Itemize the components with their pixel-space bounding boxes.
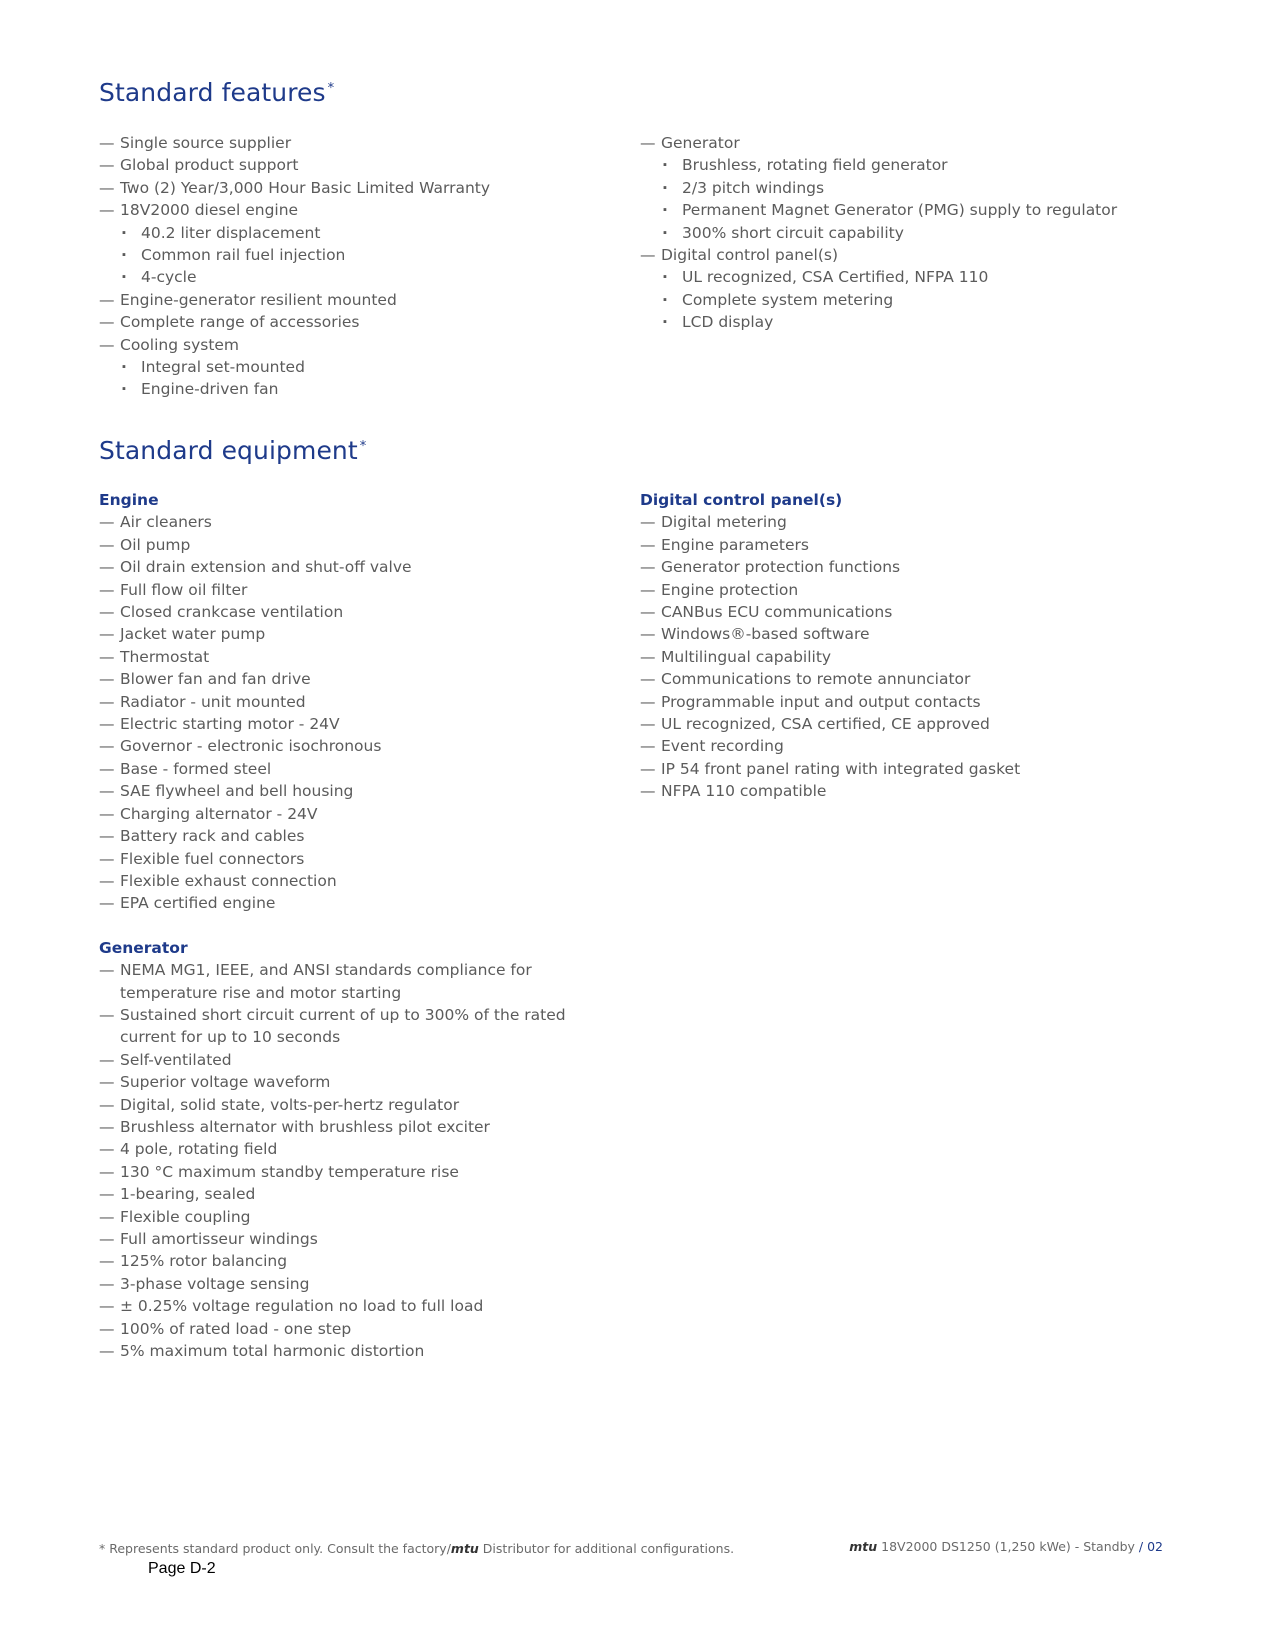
list-item: [99, 1340, 619, 1362]
page-number: 02: [1143, 1539, 1163, 1554]
features-right-list: [640, 132, 1200, 334]
list-item: [99, 1004, 619, 1049]
sub-list-item: · Brushless, rotating field generator: [661, 154, 1200, 176]
sub-list: [120, 356, 619, 401]
list-item: [99, 534, 629, 556]
list-item-text: NEMA MG1, IEEE, and ANSI standards compliance for temperature rise and motor starting: [120, 961, 532, 1002]
list-item: [99, 1049, 619, 1071]
list-item-text: Complete range of accessories: [120, 313, 360, 332]
list-item: [99, 154, 619, 176]
list-item: [99, 1273, 619, 1295]
list-item: [640, 623, 1200, 645]
list-item-text: Radiator - unit mounted: [120, 692, 306, 711]
list-item: [99, 848, 629, 870]
list-item-text: Event recording: [661, 737, 784, 756]
list-item-text: Brushless alternator with brushless pilot exciter: [120, 1117, 490, 1136]
list-item-text: Oil drain extension and shut-off valve: [120, 558, 412, 577]
list-item-text: Engine parameters: [661, 535, 809, 554]
sub-list-item: · UL recognized, CSA Certified, NFPA 110: [661, 266, 1200, 288]
list-item: [99, 735, 629, 757]
list-item: [99, 132, 619, 154]
list-item-text: Cooling system: [120, 335, 240, 354]
list-item-text: Jacket water pump: [120, 625, 266, 644]
list-item-text: Flexible exhaust connection: [120, 871, 337, 890]
list-item: [640, 579, 1200, 601]
features-left-list: [99, 132, 619, 401]
list-item-text: EPA certified engine: [120, 894, 276, 913]
list-item-text: Single source supplier: [120, 134, 292, 152]
list-item: [99, 892, 629, 914]
list-item: [640, 511, 1200, 533]
sub-list: [661, 266, 1200, 333]
list-item-text: Flexible coupling: [120, 1207, 251, 1226]
list-item-text: Global product support: [120, 156, 299, 175]
list-item-text: Air cleaners: [120, 513, 212, 532]
list-item-text: Digital, solid state, volts-per-hertz regulator: [120, 1095, 460, 1114]
list-item: [99, 1138, 619, 1160]
footnote-star: *: [327, 80, 335, 96]
list-item: [99, 780, 629, 802]
list-item-text: Electric starting motor - 24V: [120, 715, 340, 734]
brand-logo-text: mtu: [849, 1539, 878, 1554]
sub-list: [661, 154, 1200, 244]
list-item-text: Charging alternator - 24V: [120, 804, 318, 823]
sub-list-item: · Permanent Magnet Generator (PMG) supply to regulator: [661, 199, 1200, 221]
list-item-text: 18V2000 diesel engine: [120, 201, 299, 220]
sub-list-item: · 4-cycle: [120, 266, 619, 288]
list-item-text: Programmable input and output contacts: [661, 692, 981, 711]
list-item-text: 1-bearing, sealed: [120, 1185, 256, 1204]
generator-list: [99, 959, 619, 1362]
list-item-text: NFPA 110 compatible: [661, 782, 827, 801]
list-item: [99, 1161, 619, 1183]
list-item-text: Sustained short circuit current of up to 300% of the rated current for up to 10 seconds: [120, 1005, 566, 1047]
list-item-text: Multilingual capability: [661, 647, 832, 666]
features-title: Standard features *: [99, 78, 335, 107]
sub-list-item: · LCD display: [661, 311, 1200, 333]
list-item-text: Engine protection: [661, 580, 799, 599]
list-item-text: Battery rack and cables: [120, 827, 305, 846]
list-item: [99, 1206, 619, 1228]
list-item-text: Thermostat: [120, 647, 210, 666]
list-item-text: Digital control panel(s): [661, 246, 839, 265]
control-heading: Digital control panel(s): [640, 491, 843, 509]
list-item: [99, 713, 629, 735]
list-item-text: Closed crankcase ventilation: [120, 603, 344, 622]
list-item: [99, 1228, 619, 1250]
list-item: [99, 579, 629, 601]
list-item: [99, 825, 629, 847]
list-item-text: Oil pump: [120, 535, 191, 554]
features-left-column: [99, 132, 619, 401]
list-item-text: Full amortisseur windings: [120, 1230, 318, 1248]
list-item-text: Generator protection functions: [661, 558, 901, 577]
sub-list-item: · Integral set-mounted: [120, 356, 619, 378]
sub-list: [120, 222, 619, 289]
sub-list-item: · Engine-driven fan: [120, 378, 619, 400]
list-item-text: Base - formed steel: [120, 759, 272, 778]
list-item: [99, 1250, 619, 1272]
footnote-star: *: [359, 438, 367, 454]
list-item: [99, 623, 629, 645]
sub-list-item: · 300% short circuit capability: [661, 222, 1200, 244]
list-item-text: Windows®-based software: [661, 625, 870, 644]
engine-list: [99, 511, 629, 914]
page-label: Page D-2: [148, 1560, 216, 1577]
list-item: [640, 132, 1200, 244]
list-item: [640, 556, 1200, 578]
sub-list-item: · Common rail fuel injection: [120, 244, 619, 266]
list-item: [99, 511, 629, 533]
list-item-text: ± 0.25% voltage regulation no load to full load: [120, 1297, 484, 1316]
list-item: [99, 177, 619, 199]
list-item-text: IP 54 front panel rating with integrated gasket: [661, 759, 1021, 778]
list-item-text: 4 pole, rotating field: [120, 1140, 278, 1159]
list-item: [99, 601, 629, 623]
list-item-text: 130 °C maximum standby temperature rise: [120, 1162, 459, 1181]
sub-list-item: · 40.2 liter displacement: [120, 222, 619, 244]
control-list: [640, 511, 1200, 802]
list-item: [99, 1318, 619, 1340]
features-right-column: [640, 132, 1200, 334]
list-item-text: Self-ventilated: [120, 1050, 232, 1069]
engine-heading: Engine: [99, 491, 159, 509]
list-item: [99, 758, 629, 780]
list-item: [99, 1295, 619, 1317]
equipment-title: Standard equipment *: [99, 436, 367, 465]
footer-product: mtu 18V2000 DS1250 (1,250 kWe) - Standby / 02: [849, 1539, 1163, 1554]
list-item: [99, 668, 629, 690]
list-item-text: 100% of rated load - one step: [120, 1319, 352, 1338]
list-item: [640, 668, 1200, 690]
list-item: [99, 556, 629, 578]
list-item: [640, 735, 1200, 757]
list-item-text: Engine-generator resilient mounted: [120, 290, 397, 309]
list-item: [99, 1071, 619, 1093]
list-item: [640, 646, 1200, 668]
list-item: [99, 1094, 619, 1116]
list-item-text: 125% rotor balancing: [120, 1252, 288, 1271]
list-item-text: SAE flywheel and bell housing: [120, 782, 354, 801]
list-item-text: Digital metering: [661, 513, 787, 532]
list-item: [640, 244, 1200, 334]
list-item: [640, 691, 1200, 713]
list-item: [99, 803, 629, 825]
list-item-text: Superior voltage waveform: [120, 1073, 331, 1092]
list-item-text: Generator: [661, 134, 740, 152]
engine-column: [99, 489, 629, 1362]
list-item-text: 5% maximum total harmonic distortion: [120, 1342, 425, 1361]
list-item-text: Flexible fuel connectors: [120, 849, 305, 868]
list-item: [99, 691, 629, 713]
sub-list-item: · Complete system metering: [661, 289, 1200, 311]
list-item: [99, 959, 619, 1004]
list-item: [640, 601, 1200, 623]
list-item: [99, 646, 629, 668]
list-item-text: UL recognized, CSA certified, CE approved: [661, 715, 990, 734]
list-item: [99, 199, 619, 289]
sub-list-item: · 2/3 pitch windings: [661, 177, 1200, 199]
list-item: [99, 1116, 619, 1138]
list-item-text: 3-phase voltage sensing: [120, 1274, 310, 1293]
brand-logo-text: mtu: [450, 1541, 479, 1556]
list-item: [640, 534, 1200, 556]
list-item: [99, 311, 619, 333]
list-item: [99, 289, 619, 311]
list-item-text: Governor - electronic isochronous: [120, 737, 382, 756]
list-item: [99, 334, 619, 401]
list-item-text: Blower fan and fan drive: [120, 670, 311, 689]
list-item: [99, 870, 629, 892]
list-item: [99, 1183, 619, 1205]
list-item: [640, 758, 1200, 780]
list-item: [640, 780, 1200, 802]
list-item-text: Full flow oil filter: [120, 580, 248, 599]
control-column: [640, 489, 1200, 803]
footnote: * Represents standard product only. Consult the factory/mtu Distributor for additional configurations.: [99, 1541, 735, 1556]
list-item: [640, 713, 1200, 735]
list-item-text: CANBus ECU communications: [661, 603, 893, 622]
list-item-text: Communications to remote annunciator: [661, 670, 971, 689]
generator-heading: Generator: [99, 938, 188, 957]
list-item-text: Two (2) Year/3,000 Hour Basic Limited Warranty: [120, 178, 491, 197]
